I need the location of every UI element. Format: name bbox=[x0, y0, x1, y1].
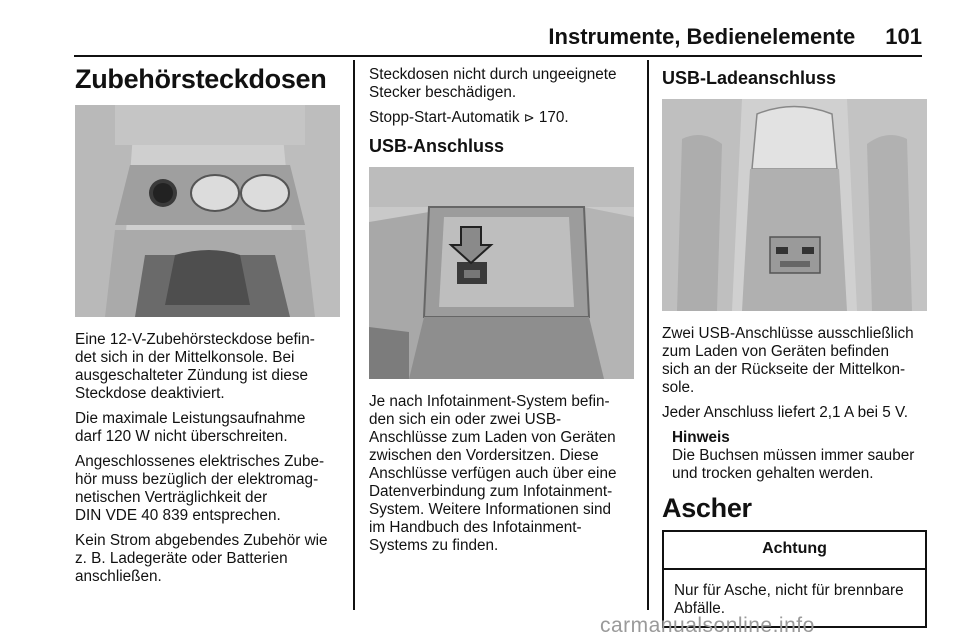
usb-port-photo bbox=[369, 167, 634, 379]
warning-text: Nur für Asche, nicht für brennbare Abfälle. bbox=[674, 582, 904, 617]
column-3 bbox=[662, 60, 927, 628]
header-rule bbox=[74, 55, 922, 57]
paragraph-2: Die maximale Leistungsaufnahme darf 120 W nicht überschreiten. bbox=[75, 410, 306, 445]
note-text: Die Buchsen müssen immer sauber und trocken gehalten werden. bbox=[672, 447, 915, 482]
paragraph-3: Angeschlossenes elektrisches Zube- hör muss bezüglich der elektromag- netischen Verträglichkeit der DIN VDE 40 839 entsprechen. bbox=[75, 453, 325, 524]
ref-text: Stopp-Start-Automatik bbox=[369, 109, 520, 126]
paragraph-1: Eine 12-V-Zubehörsteckdose befin- det sich in der Mittelkonsole. Bei ausgeschalteter Zündung ist diese Steckdose deaktiviert. bbox=[75, 331, 315, 402]
column-2 bbox=[369, 60, 634, 562]
usb-text: Je nach Infotainment-System befin- den sich ein oder zwei USB- Anschlüsse zum Laden von Geräten zwischen den Vordersitzen. Diese Anschlüsse verfügen auch über eine Datenverbindung zum Infotainment- System. Weitere Informationen sind im Handbuch des Infotainment- Systems zu finden. bbox=[369, 393, 617, 554]
column-divider-2 bbox=[647, 60, 649, 610]
note-title: Hinweis bbox=[672, 429, 730, 446]
console-socket-photo bbox=[75, 105, 340, 317]
note-box bbox=[662, 429, 927, 483]
column-1 bbox=[75, 60, 340, 593]
heading-ascher: Ascher bbox=[662, 493, 752, 523]
column-divider-1 bbox=[353, 60, 355, 610]
heading-usb-anschluss: USB-Anschluss bbox=[369, 136, 505, 156]
usb-charging-photo bbox=[662, 99, 927, 311]
section-title: Instrumente, Bedienelemente bbox=[548, 24, 856, 49]
usb-charging-text-1: Zwei USB-Anschlüsse ausschließlich zum Laden von Geräten befinden sich an der Rückseite der Mittelkon- sole. bbox=[662, 325, 914, 396]
usb-charging-text-2: Jeder Anschluss liefert 2,1 A bei 5 V. bbox=[662, 404, 909, 421]
ref-page: 170. bbox=[538, 109, 569, 126]
ref-arrow-icon: ⊳ bbox=[523, 111, 535, 126]
paragraph-4: Kein Strom abgebendes Zubehör wie z. B. Ladegeräte oder Batterien anschließen. bbox=[75, 532, 328, 585]
page-number: 101 bbox=[885, 24, 922, 49]
warning-title: Achtung bbox=[664, 532, 925, 570]
intro-text: Steckdosen nicht durch ungeeignete Stecker beschädigen. bbox=[369, 66, 617, 101]
heading-usb-ladeanschluss: USB-Ladeanschluss bbox=[662, 68, 837, 88]
page-header bbox=[548, 24, 922, 50]
heading-zubehoersteckdosen: Zubehörsteckdosen bbox=[75, 64, 327, 94]
watermark: carmanualsonline.info bbox=[600, 614, 815, 637]
cross-reference bbox=[369, 109, 634, 128]
